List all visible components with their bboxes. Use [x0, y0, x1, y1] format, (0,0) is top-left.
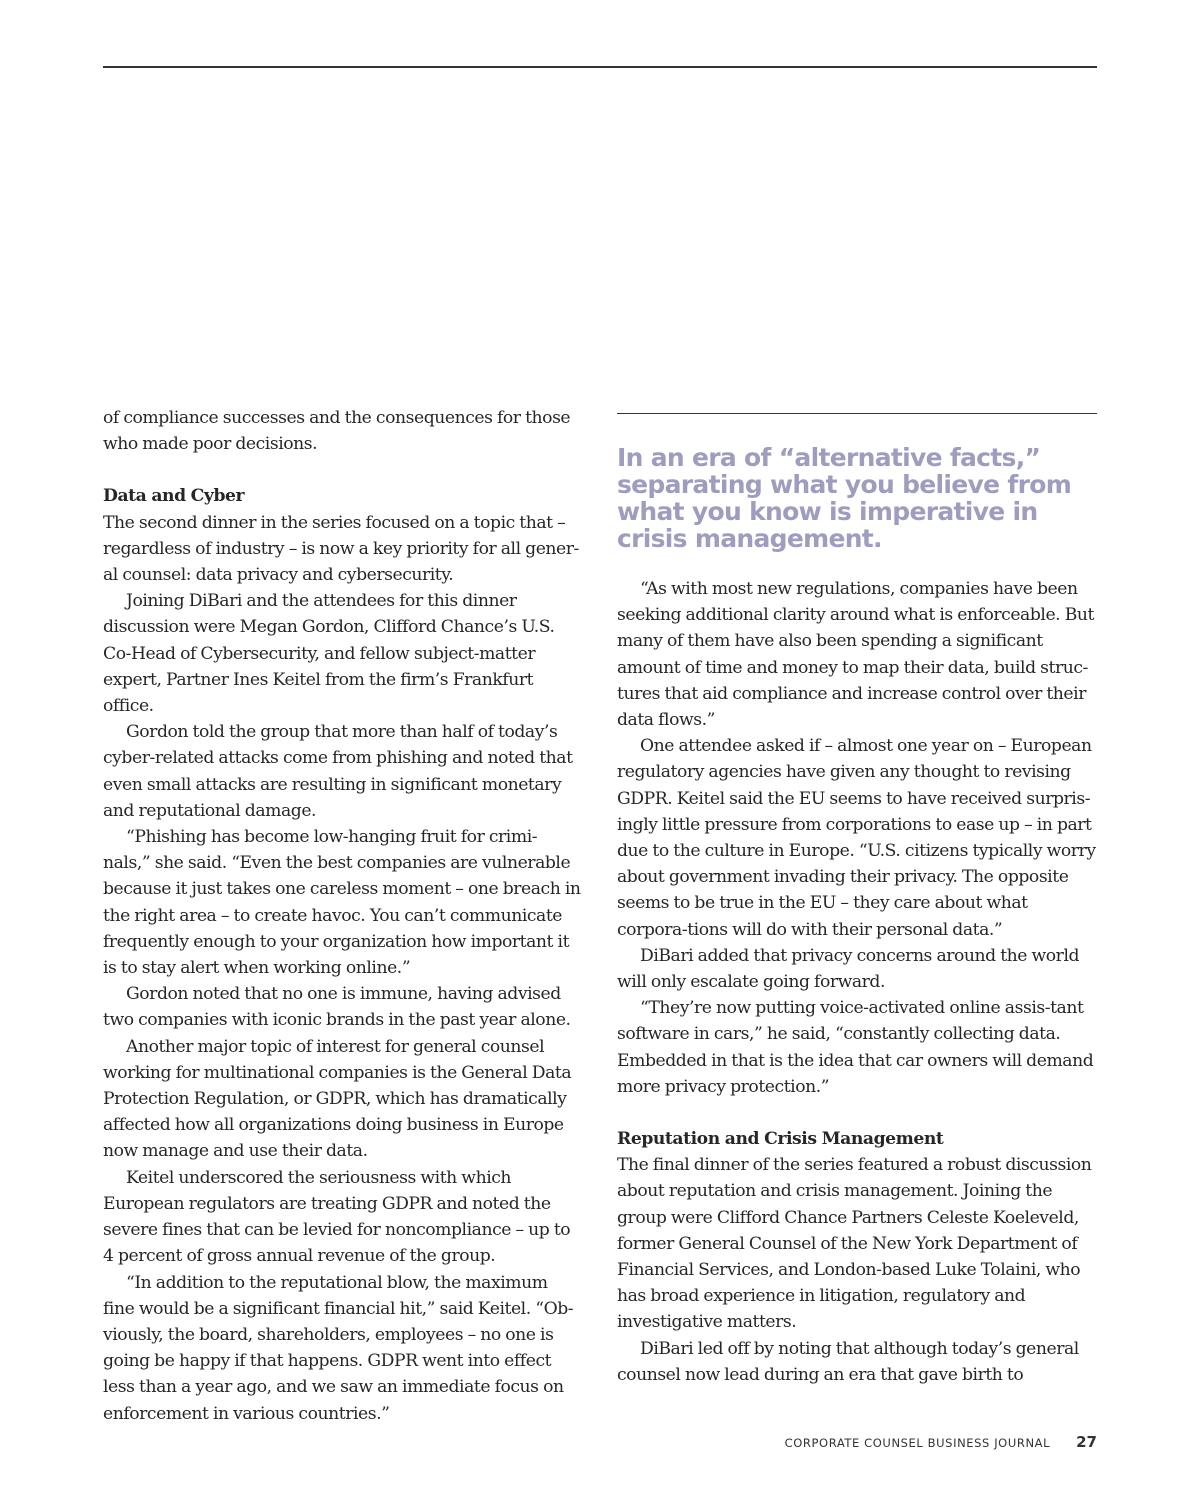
paragraph: Joining DiBari and the attendees for this dinner discussion were Megan Gordon, Clifford Chance’s U.S. Co-Head of Cybersecurity, and fellow subject-matter expert, Partner Ines Keitel from the firm’s Frankfurt office.	[103, 591, 555, 717]
paragraph: “They’re now putting voice-activated online assis-tant software in cars,” he said, “constantly collecting data. Embedded in that is the idea that car owners will demand more privacy protection.”	[617, 998, 1094, 1097]
paragraph: Gordon noted that no one is immune, having advised two companies with iconic brands in the past year alone.	[103, 984, 571, 1031]
page-number: 27	[1076, 1433, 1097, 1451]
paragraph: “In addition to the reputational blow, the maximum fine would be a significant financial hit,” said Keitel. “Ob-viously, the board, shareholders, employees – no one is going be happy if that happens. GDPR went into effect less than a year ago, and we saw an immediate focus on enforcement in various countries.”	[103, 1272, 574, 1424]
paragraph: Gordon told the group that more than half of today’s cyber-related attacks come from phishing and noted that even small attacks are resulting in significant monetary and reputational damage.	[103, 722, 573, 821]
journal-name: CORPORATE COUNSEL BUSINESS JOURNAL	[784, 1436, 1051, 1450]
right-column	[617, 576, 1097, 1388]
left-column	[103, 405, 583, 1427]
paragraph: “As with most new regulations, companies have been seeking additional clarity around what is enforceable. But many of them have also been spending a significant amount of time and money to map their data, build struc-tures that aid compliance and increase control over their data flows.”	[617, 579, 1094, 731]
paragraph: Another major topic of interest for general counsel working for multinational companies is the General Data Protection Regulation, or GDPR, which has dramatically affected how all organizations doing business in Europe now manage and use their data.	[103, 1036, 572, 1162]
paragraph: DiBari added that privacy concerns around the world will only escalate going forward.	[617, 945, 1080, 993]
paragraph: One attendee asked if – almost one year on – European regulatory agencies have given any thought to revising GDPR. Keitel said the EU seems to have received surpris-ingly little pressure from corporations to ease up – in part due to the culture in Europe. “U.S. citizens typically worry about government invading their privacy. The opposite seems to be true in the EU – they care about what corpora-tions will do with their personal data.”	[617, 736, 1096, 940]
pullquote: In an era of “alternative facts,” separating what you believe from what you know is imperative in crisis management.	[617, 443, 1072, 553]
paragraph: DiBari led off by noting that although today’s general counsel now lead during an era that gave birth to	[617, 1338, 1079, 1385]
page-footer	[785, 1433, 1097, 1451]
top-rule	[103, 66, 1097, 68]
paragraph: The final dinner of the series featured a robust discussion about reputation and crisis management. Joining the group were Clifford Chance Partners Celeste Koeleveld, former General Counsel of the New York Department of Financial Services, and London-based Luke Tolaini, who has broad experience in litigation, regulatory and investigative matters.	[617, 1155, 1092, 1333]
paragraph: of compliance successes and the consequences for those who made poor decisions.	[103, 408, 571, 455]
pullquote-rule	[617, 413, 1097, 414]
section-heading-data-and-cyber: Data and Cyber	[103, 486, 245, 507]
paragraph: “Phishing has become low-hanging fruit for crimi-nals,” she said. “Even the best companies are vulnerable because it just takes one careless moment – one breach in the right area – to create havoc. You can’t communicate frequently enough to your organization how important it is to stay alert when working online.”	[103, 827, 581, 979]
section-heading-reputation: Reputation and Crisis Management	[617, 1129, 944, 1150]
paragraph: Keitel underscored the seriousness with which European regulators are treating GDPR and noted the severe fines that can be levied for noncompliance – up to 4 percent of gross annual revenue of the group.	[103, 1167, 571, 1267]
paragraph: The second dinner in the series focused on a topic that – regardless of industry – is now a key priority for all gener-al counsel: data privacy and cybersecurity.	[103, 512, 579, 586]
